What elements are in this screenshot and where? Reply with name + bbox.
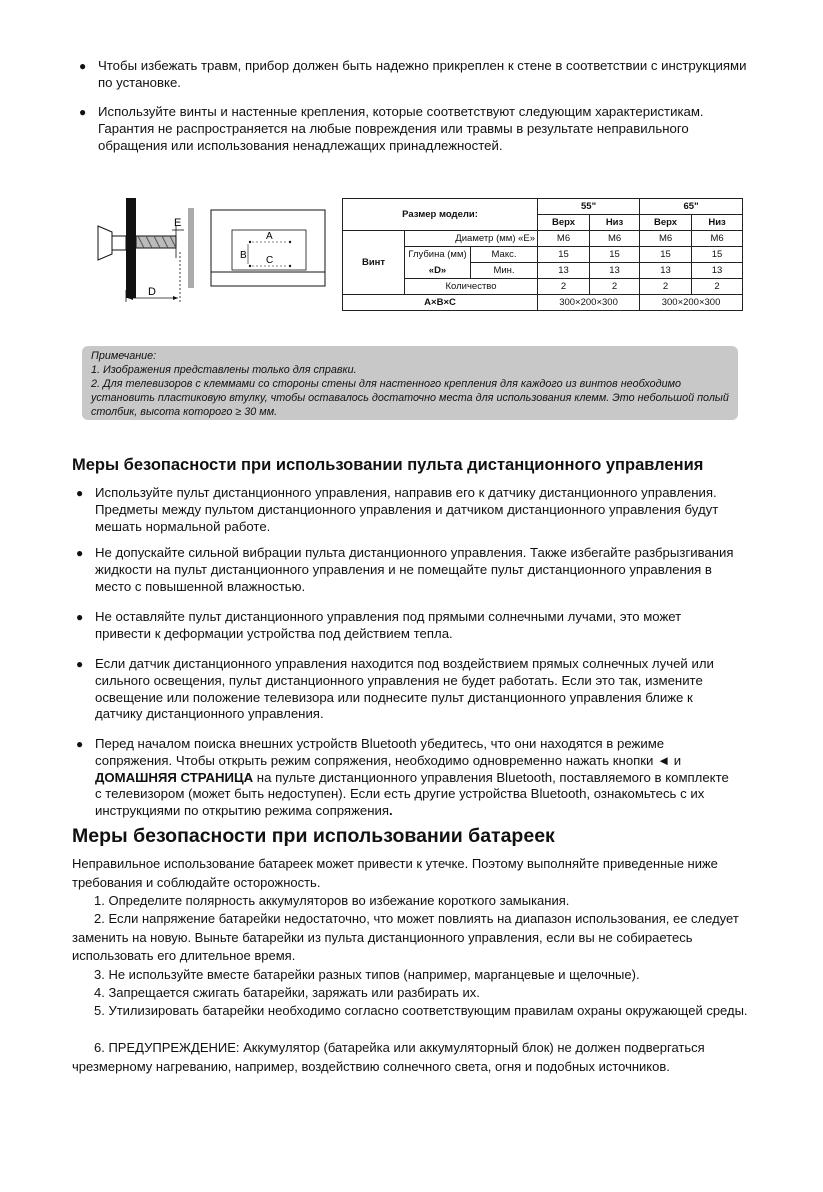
col-bottom: Низ [590, 215, 640, 231]
battery-item-4: 4. Запрещается сжигать батарейки, заряжать или разбирать их. [94, 985, 480, 1000]
table-cell: 15 [590, 247, 640, 263]
home-button-label: ДОМАШНЯЯ СТРАНИЦА [95, 769, 254, 785]
bullet-text: Не допускайте сильной вибрации пульта дистанционного управления. Также избегайте разбрызгивания жидкости на пульт дистанционного управления и не помещайте пульт дистанционного управления в место с повышенной влажностью. [95, 545, 734, 594]
bullet-dot: ● [76, 546, 84, 560]
remote-bullet-4 [76, 656, 735, 723]
axbxc-55: 300×200×300 [538, 295, 640, 311]
bullet-text: Перед началом поиска внешних устройств Bluetooth убедитесь, что они находятся в режиме сопряжения. Чтобы открыть режим сопряжения, необходимо одновременно нажать кнопки ◄ и [95, 736, 682, 768]
label-b: B [240, 250, 247, 261]
axbxc-65: 300×200×300 [640, 295, 743, 311]
axbxc-label: A×B×C [343, 295, 538, 311]
model-size-header: Размер модели: [343, 199, 538, 231]
screw-spec-table [342, 198, 743, 311]
table-cell: 13 [640, 263, 692, 279]
bullet-text: Используйте винты и настенные крепления, которые соответствуют следующим характеристикам. Гарантия не распространяется на любые повреждения или травмы в результате неправильного обращения или использования ненадлежащих принадлежностей. [98, 104, 704, 153]
table-cell: M6 [692, 231, 743, 247]
table-cell: 2 [692, 279, 743, 295]
battery-item-2: 2. Если напряжение батарейки недостаточно, что может повлиять на диапазон использования, ее следует заменить на новую. Выньте батарейки из пульта дистанционного управления, если вы не собираетесь использовать его длительное время. [72, 911, 739, 964]
table-cell: 13 [538, 263, 590, 279]
label-c: C [266, 255, 274, 266]
table-cell: 2 [590, 279, 640, 295]
table-cell: 13 [692, 263, 743, 279]
table-cell: M6 [640, 231, 692, 247]
table-cell: 2 [538, 279, 590, 295]
remote-bullet-1 [76, 485, 735, 535]
bullet-text: Если датчик дистанционного управления находится под воздействием прямых солнечных лучей или сильного освещения, пульт дистанционного управления не будет работать. Если это так, измените освещение или положение телевизора или поднесите пульт дистанционного управления ближе к датчику дистанционного управления. [95, 656, 714, 722]
table-cell: 15 [640, 247, 692, 263]
label-d: D [148, 286, 156, 298]
label-e: E [174, 217, 182, 229]
note-line-1: 1. Изображения представлены только для справки. [91, 364, 357, 376]
note-title: Примечание: [91, 350, 157, 362]
bullet-end: . [389, 803, 393, 819]
battery-item-6: 6. ПРЕДУПРЕЖДЕНИЕ: Аккумулятор (батарейка или аккумуляторный блок) не должен подвергаться чрезмерному нагреванию, например, воздействию солнечного света, огня и подобных источников. [72, 1040, 705, 1074]
bullet-text: на пульте дистанционного управления Bluetooth, поставляемого в комплекте с телевизором (может быть недоступен). Если есть другие устройства Bluetooth, ознакомьтесь с их инструкциями по открытию режима сопряжения [95, 769, 729, 819]
size-55-header: 55" [538, 199, 640, 215]
mount-bullet-2 [79, 104, 758, 154]
bullet-dot: ● [79, 59, 87, 73]
bullet-dot: ● [76, 657, 84, 671]
col-top: Верх [640, 215, 692, 231]
d-label: «D» [405, 263, 471, 279]
max-label: Макс. [471, 247, 538, 263]
diameter-label: Диаметр (мм) «E» [405, 231, 538, 247]
min-label: Мин. [471, 263, 538, 279]
screw-depth-diagram [92, 192, 202, 304]
table-cell: M6 [538, 231, 590, 247]
table-cell: 2 [640, 279, 692, 295]
battery-item-3: 3. Не используйте вместе батарейки разных типов (например, марганцевые и щелочные). [94, 967, 640, 982]
remote-bullet-2 [76, 545, 735, 595]
bullet-text: Чтобы избежать травм, прибор должен быть надежно прикреплен к стене в соответствии с инструкциями по установке. [98, 58, 747, 90]
depth-label: Глубина (мм) [405, 247, 471, 263]
note-line-2: 2. Для телевизоров с клеммами со стороны стены для настенного крепления для каждого из винтов необходимо установить пластиковую втулку, чтобы оставалось достаточно места для использования клемм. Это небольшой полый столбик, высота которого ≥ 30 мм. [91, 378, 729, 418]
mount-bullet-1 [79, 58, 758, 92]
bullet-dot: ● [76, 737, 84, 751]
col-top: Верх [538, 215, 590, 231]
remote-bullet-3 [76, 609, 735, 643]
remote-heading: Меры безопасности при использовании пульта дистанционного управления [72, 456, 704, 474]
bullet-dot: ● [76, 486, 84, 500]
battery-item-1: 1. Определите полярность аккумуляторов во избежание короткого замыкания. [94, 893, 570, 908]
table-cell: 15 [692, 247, 743, 263]
table-cell: 13 [590, 263, 640, 279]
battery-item-5: 5. Утилизировать батарейки необходимо согласно соответствующим правилам охраны окружающей среды. [94, 1003, 748, 1018]
screw-label: Винт [343, 231, 405, 295]
battery-intro: Неправильное использование батареек может привести к утечке. Поэтому выполняйте приведенные ниже требования и соблюдайте осторожность. [72, 856, 718, 890]
table-cell: 15 [538, 247, 590, 263]
quantity-label: Количество [405, 279, 538, 295]
battery-heading: Меры безопасности при использовании батареек [72, 825, 555, 847]
vesa-hole-diagram [210, 208, 328, 290]
label-a: A [266, 231, 273, 242]
note-box [82, 346, 738, 420]
remote-bullet-5 [76, 736, 735, 820]
table-cell: M6 [590, 231, 640, 247]
bullet-dot: ● [79, 105, 87, 119]
bullet-text: Не оставляйте пульт дистанционного управления под прямыми солнечными лучами, это может привести к деформации устройства под действием тепла. [95, 609, 682, 641]
bullet-dot: ● [76, 610, 84, 624]
col-bottom: Низ [692, 215, 743, 231]
size-65-header: 65" [640, 199, 743, 215]
bullet-text: Используйте пульт дистанционного управления, направив его к датчику дистанционного управления. Предметы между пультом дистанционного управления и датчиком дистанционного управления будут мешать нормальной работе. [95, 485, 719, 534]
